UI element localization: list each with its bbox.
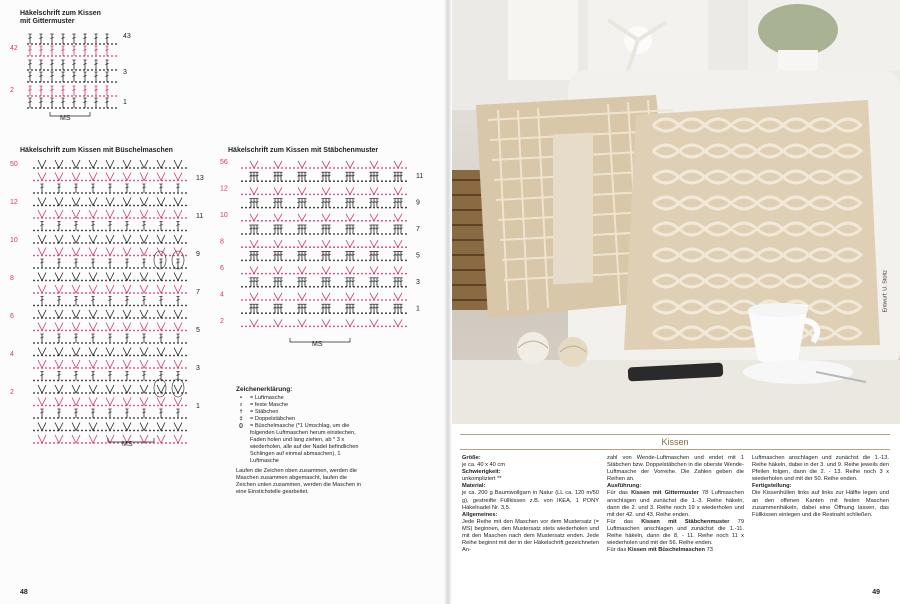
staebchen-name: Kissen mit Stäbchenmuster — [641, 518, 730, 525]
buschel-row-number: 9 — [196, 251, 200, 258]
general-text: Jede Reihe mit den Maschen vor dem Mustersatz (= MS) beginnen, den Mustersatz stets wiederholen und mit den Maschen nach dem Mustersatz enden. Jede Reihe beginnt mit der in der Häkelschrift gezeichneten An- — [462, 518, 599, 554]
legend-label: = Büschelmasche (*1 Umschlag, um die folgenden Luftmaschen herum einstechen, Faden holen und lang ziehen, ab * 3 x wiederholen, alle auf der Nadel befindlichen Schlingen auf einmal abmaschen), 1 Luftmasche — [250, 423, 359, 464]
buschel-name: Kissen mit Büschelmaschen — [627, 547, 706, 554]
staebchen-row-number: 9 — [416, 199, 420, 207]
legend-item — [236, 416, 366, 423]
section-band — [460, 434, 890, 450]
buschel-title: Häkelschrift zum Kissen mit Büschelmaschen — [20, 147, 173, 154]
difficulty-text: unkompliziert ** — [462, 476, 502, 483]
gitter-stitches — [27, 34, 117, 109]
gitter-ms-label: MS — [60, 115, 71, 122]
gitter-post: 78 Luftmaschen anschlagen und zunächst die 1.-3. Reihe häkeln, dann die 2. und 3. Reihe noch 19 x wiederholen und mit der 42. und 43. Reihe enden. — [607, 490, 744, 518]
gitter-name: Kissen mit Gittermuster — [631, 490, 699, 497]
staebchen-row-number: 56 — [220, 159, 228, 166]
staebchen-stitches — [241, 161, 407, 327]
legend-label: = Doppelstäbchen — [250, 416, 296, 422]
staebchen-row-number: 8 — [220, 238, 224, 246]
staebchen-chart — [220, 156, 430, 356]
col3-intro: Luftmaschen anschlagen und zunächst die 1.-13. Reihe häkeln, dabei in der 3. und 9. Reihe jeweils den Pfeilen folgen, dann die 2. - 13. Reihe noch 3 x wiederholen und mit der 50. Reihe enden. — [752, 455, 889, 483]
gitter-num-42: 42 — [10, 45, 18, 52]
gitter-chart — [10, 28, 140, 122]
gitter-title-2: mit Gittermuster — [20, 18, 75, 25]
staebchen-ms-label: MS — [312, 341, 323, 348]
staebchen-title: Häkelschrift zum Kissen mit Stäbchenmuster — [228, 147, 379, 154]
legend-symbol: • — [240, 395, 242, 401]
gitter-pre: Für das — [607, 490, 632, 497]
buschel-chart — [10, 156, 210, 456]
buschel-pre: Für das — [607, 547, 628, 554]
staebchen-row-number: 6 — [220, 265, 224, 272]
legend-symbol: ı — [240, 402, 242, 408]
size-label: Größe: — [462, 455, 481, 461]
staebchen-right-numbers — [416, 173, 423, 313]
legend-label: = feste Masche — [250, 402, 289, 408]
staebchen-row-number: 11 — [416, 173, 424, 180]
gitter-num-43: 43 — [123, 33, 131, 40]
col2-intro: zahl von Wende-Luftmaschen und endet mit 1 Stäbchen bzw. Doppelstäbchen in die oberste Wende-Luftmasche der Vorreihe. Die Zahlen geben die Reihen an. — [607, 455, 744, 483]
difficulty-label: Schwierigkeit: — [462, 469, 501, 476]
buschel-row-number: 6 — [10, 313, 14, 320]
legend-symbol: ‡ — [239, 416, 243, 422]
buschel-row-number: 3 — [196, 365, 200, 372]
staebchen-left-numbers — [220, 159, 228, 325]
legend-symbol: † — [239, 409, 243, 415]
buschel-left-numbers — [10, 161, 18, 396]
staebchen-row-number: 7 — [416, 226, 420, 233]
staebchen-row-number: 1 — [416, 305, 420, 313]
buschel-row-number: 8 — [10, 275, 14, 282]
gitter-num-2: 2 — [10, 87, 14, 94]
cushion-photo-illustration — [448, 0, 900, 424]
staebchen-post: 79 Luftmaschen anschlagen und zunächst die 1.-11. Reihe häkeln, dann die 8. - 11. Reihe noch 11 x wiederholen und mit der 56. Reihe enden. — [607, 518, 744, 547]
buschel-row-number: 12 — [10, 199, 18, 206]
right-page — [448, 0, 900, 604]
legend — [236, 386, 366, 496]
page-gutter — [444, 0, 452, 604]
instruction-columns — [462, 455, 890, 554]
gitter-num-1: 1 — [123, 99, 127, 106]
gitter-num-3: 3 — [123, 69, 127, 76]
column-1 — [462, 455, 599, 554]
buschel-ms-label: MS — [122, 441, 133, 448]
legend-note: Laufen die Zeichen oben zusammen, werden die Maschen zusammen abgemascht, laufen die Zeichen unten zusammen, werden die Maschen in eine Einstichstelle gearbeitet. — [236, 468, 361, 495]
legend-item — [236, 409, 366, 416]
finishing-label: Fertigstellung: — [752, 483, 792, 490]
buschel-post: 73 — [705, 547, 713, 554]
photo-credit: Entwurf: U. Stoltz — [882, 270, 888, 313]
column-2 — [607, 455, 744, 554]
page-number-left: 48 — [20, 589, 28, 596]
buschel-row-number: 5 — [196, 327, 200, 334]
material-label: Material: — [462, 483, 486, 490]
staebchen-row-number: 10 — [220, 212, 228, 219]
legend-item — [236, 402, 366, 409]
general-label: Allgemeines: — [462, 511, 498, 518]
legend-label: = Luftmasche — [250, 395, 284, 401]
legend-label: = Stäbchen — [250, 409, 279, 415]
left-page — [0, 0, 448, 604]
buschel-row-number: 7 — [196, 289, 200, 296]
buschel-row-number: 1 — [196, 403, 200, 410]
buschel-row-number: 11 — [196, 213, 204, 220]
buschel-row-number: 2 — [10, 389, 14, 396]
execution-label: Ausführung: — [607, 483, 642, 490]
column-3 — [752, 455, 889, 554]
staebchen-row-number: 5 — [416, 252, 420, 260]
section-title: Kissen — [661, 437, 689, 447]
page-number-right: 49 — [872, 589, 880, 596]
buschel-row-number: 50 — [10, 161, 18, 168]
finishing-text: Die Kissenhüllen links auf links zur Hälfte legen und an den offenen Kanten mit festen Maschen zusammenhäkeln, dabei eine Öffnung lassen, das Füllkissen einlegen und die Restnaht schließen. — [752, 490, 889, 518]
staebchen-row-number: 4 — [220, 291, 224, 299]
staebchen-row-number: 3 — [416, 279, 420, 286]
buschel-row-number: 4 — [10, 351, 14, 358]
gitter-title-1: Häkelschrift zum Kissen — [20, 10, 101, 17]
buschel-right-numbers — [196, 175, 204, 410]
legend-item — [236, 395, 366, 402]
legend-symbol: () — [239, 423, 243, 429]
size-text: je ca. 40 x 40 cm — [462, 462, 505, 469]
material-text: je ca. 200 g Baumwollgarn in Natur (LL ca. 120 m/50 g), gestreifte Füllkissen z.B. von IKEA, 1 PONY Häkelnadel Nr. 3,5. — [462, 490, 599, 511]
buschel-stitches — [33, 160, 187, 444]
staebchen-row-number: 2 — [220, 318, 224, 325]
staebchen-row-number: 12 — [220, 185, 228, 193]
buschel-row-number: 10 — [10, 237, 18, 244]
staebchen-pre: Für das — [607, 518, 642, 525]
legend-item — [236, 423, 366, 465]
cushion-photo — [448, 0, 900, 424]
buschel-row-number: 13 — [196, 175, 204, 182]
legend-heading: Zeichenerklärung: — [236, 386, 293, 393]
